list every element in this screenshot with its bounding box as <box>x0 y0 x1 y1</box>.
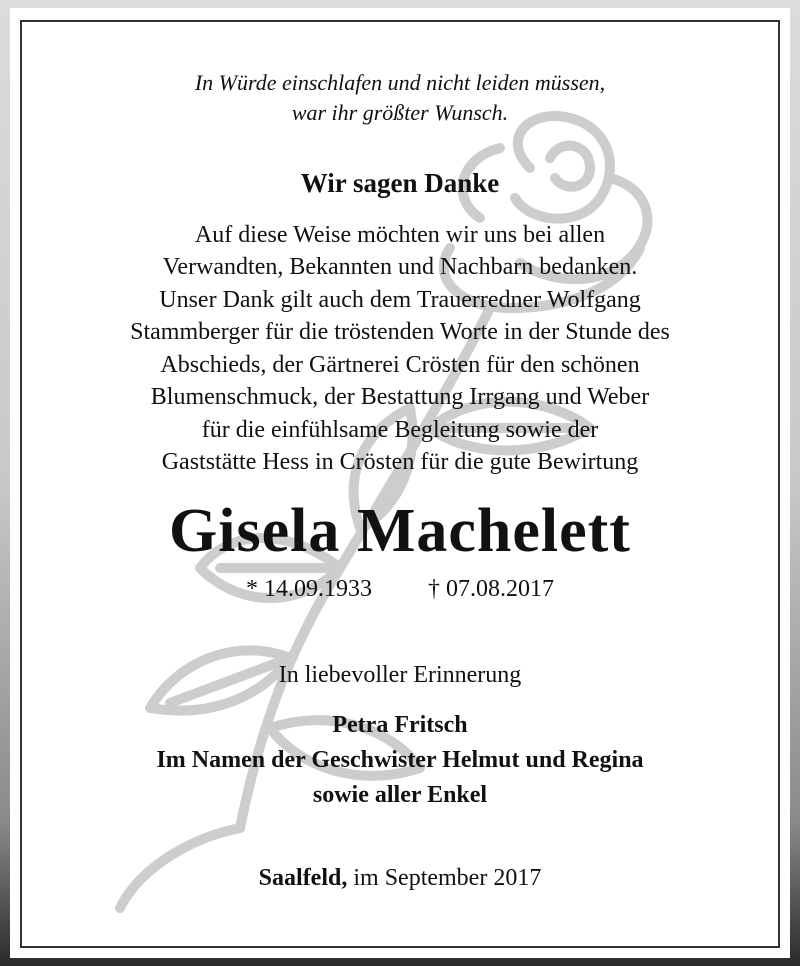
thanks-line: Stammberger für die tröstenden Worte in der Stunde des <box>130 319 670 345</box>
thanks-line: Abschieds, der Gärtnerei Crösten für den schönen <box>160 352 640 378</box>
deceased-name: Gisela Machelett <box>169 497 631 565</box>
life-dates <box>10 576 790 603</box>
place-date <box>10 865 790 892</box>
motto-line-2: war ihr größter Wunsch. <box>291 100 509 125</box>
birth-date: * 14.09.1933 <box>246 576 372 602</box>
thanks-heading: Wir sagen Danke <box>300 168 500 198</box>
thanks-line: Verwandten, Bekannten und Nachbarn bedanken. <box>162 254 638 280</box>
obituary-card <box>10 8 790 958</box>
thanks-line: Unser Dank gilt auch dem Trauerredner Wolfgang <box>159 287 641 313</box>
signer-family: Im Namen der Geschwister Helmut und Regina <box>156 747 644 773</box>
signer-name: Petra Fritsch <box>332 712 468 738</box>
place-date-text: im September 2017 <box>353 865 542 891</box>
motto-line-1: In Würde einschlafen und nicht leiden müssen, <box>194 70 606 95</box>
thanks-line: Auf diese Weise möchten wir uns bei allen <box>194 222 606 248</box>
rose-watermark-icon <box>10 8 790 958</box>
thanks-line: für die einfühlsame Begleitung sowie der <box>201 417 599 443</box>
signer-grandchildren: sowie aller Enkel <box>312 782 488 808</box>
memory-line: In liebevoller Erinnerung <box>278 662 522 688</box>
death-date: † 07.08.2017 <box>428 576 554 602</box>
thanks-line: Gaststätte Hess in Crösten für die gute Bewirtung <box>161 449 639 475</box>
thanks-line: Blumenschmuck, der Bestattung Irrgang und Weber <box>150 384 650 410</box>
place-city: Saalfeld, <box>258 865 348 891</box>
